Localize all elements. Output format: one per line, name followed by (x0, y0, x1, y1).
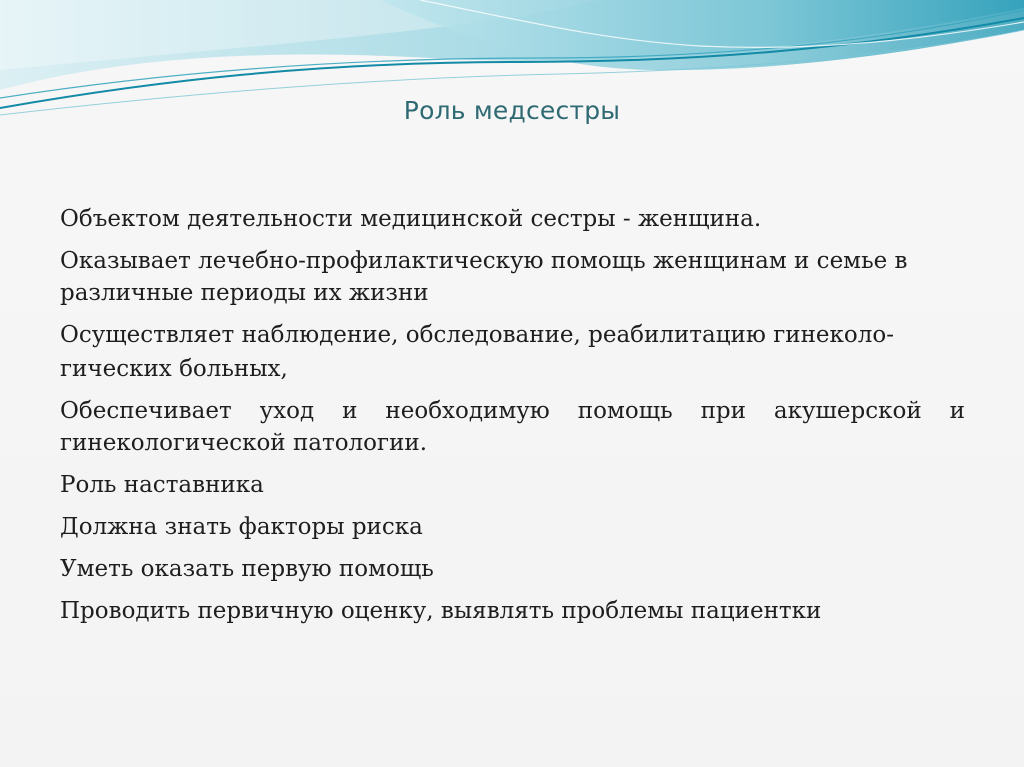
paragraph-3-line-1: Осуществляет наблюдение, обследование, реабилитацию гинеколо- (60, 322, 894, 348)
paragraph-6: Должна знать факторы риска (60, 514, 423, 540)
slide-title: Роль медсестры (403, 96, 621, 125)
paragraph-2: Оказывает лечебно-профилактическую помощь женщинам и семье в различные периоды их жизни (60, 248, 908, 306)
paragraph-4-line-2: гинекологической патологии. (60, 430, 428, 456)
paragraph-5: Роль наставника (60, 472, 264, 498)
paragraph-3-line-2: гических больных, (60, 356, 288, 382)
slide-body (60, 203, 965, 637)
paragraph-7: Уметь оказать первую помощь (60, 556, 434, 582)
paragraph-4-line-1: Обеспечивает уход и необходимую помощь при акушерской и (60, 398, 965, 424)
paragraph-8: Проводить первичную оценку, выявлять проблемы пациентки (60, 598, 822, 624)
paragraph-1: Объектом деятельности медицинской сестры - женщина. (60, 206, 762, 232)
